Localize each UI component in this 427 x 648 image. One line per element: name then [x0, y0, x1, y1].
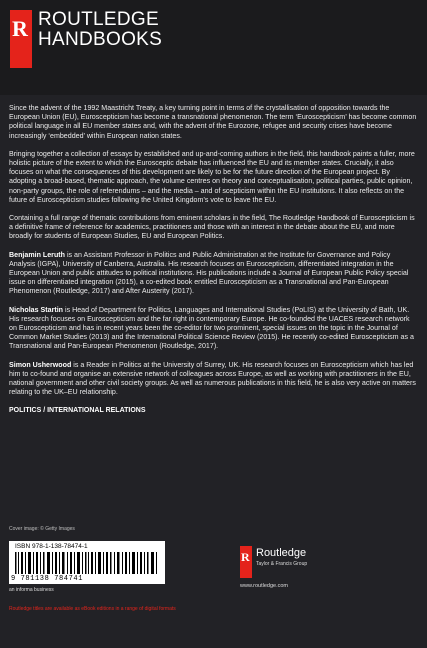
author-bio [9, 251, 418, 297]
blurb-paragraph: Containing a full range of thematic contributions from eminent scholars in the field, The Routledge Handbook of Euroscepticism is a definitive frame of reference for academics, practitioners and those with an interest in the debate about the EU, and more broadly for students of European Studies, EU and European Politics. [9, 214, 415, 241]
informa-business: an informa business [9, 587, 54, 593]
brand-line-1: ROUTLEDGE [38, 9, 159, 30]
publisher-logo-letter: R [241, 550, 250, 564]
barcode-icon [15, 552, 159, 574]
subject-category: POLITICS / INTERNATIONAL RELATIONS [9, 407, 146, 415]
author-bio-text: is a Reader in Politics at the University of Surrey, UK. His research focuses on Euroscepticism which has led him to co-found and organise an extensive network of colleagues across Europe, as well as working with practitioners in the EU, national government and other civil society groups. As well as numerous publications in this field, he is also very active on matters relating to the UK–EU relationship. [9, 360, 416, 397]
publisher-group: Taylor & Francis Group [256, 561, 308, 567]
author-name: Nicholas Startin [9, 305, 64, 314]
blurb-paragraph: Bringing together a collection of essays by established and up-and-coming authors in the field, this handbook paints a fuller, more holistic picture of the extent to which the Eurosceptic debate has influenced the EU and its member states. Crucially, it also focuses on what the consequences of this development are likely to be for the future direction of the European project. By adopting a broad-based, thematic approach, the volume centres on theory and conceptualisation, political parties, public opinion, non-party groups, the role of referendums – and the media – and of scepticism within the EU institutions. It also reflects on the future of Euroscepticism studies following the United Kingdom’s vote to leave the EU. [9, 149, 415, 204]
author-bio [9, 306, 418, 352]
brand-line-2: HANDBOOKS [38, 29, 163, 50]
routledge-logo-icon [10, 10, 32, 68]
logo-letter: R [12, 16, 28, 41]
publisher-url[interactable]: www.routledge.com [240, 583, 288, 589]
author-name: Benjamin Leruth [9, 250, 65, 259]
author-bio [9, 361, 418, 398]
back-cover-text [9, 104, 418, 416]
author-name: Simon Usherwood [9, 360, 72, 369]
series-brand [38, 10, 162, 50]
author-bio-text: is Head of Department for Politics, Languages and International Studies (PoLIS) at the University of Bath, UK. His research focuses on Euroscepticism and the far right in contemporary Europe. He co-founded the UACES research network on Euroscepticism and has in recent years been the co-editor for two prominent, special issues on the topic in the Journal of Common Market Studies (2013) and the International Political Science Review (2015). He recently co-edited Euroscepticism as a Transnational and Pan-European Phenomenon (Routledge, 2017). [9, 305, 414, 351]
publisher-name: Routledge [256, 547, 307, 559]
cover-credit: Cover image: © Getty Images [9, 526, 75, 532]
ebook-note: Routledge titles are available as eBook editions in a range of digital formats [9, 606, 176, 612]
header-band [0, 0, 427, 95]
publisher-logo-icon [240, 546, 252, 578]
blurb-paragraph: Since the advent of the 1992 Maastricht Treaty, a key turning point in terms of the crystallisation of opposition towards the European Union (EU), Euroscepticism has become a transnational phenomenon. The term ‘Euroscepticism’ has become common political language in all EU member states and, with the advent of the Eurozone, refugee and security crises have become increasingly ‘embedded’ within European nation states. [9, 104, 417, 140]
isbn-text: ISBN 978-1-138-78474-1 [15, 543, 88, 550]
barcode-box [9, 541, 165, 584]
barcode-digits: 9 781138 784741 [11, 575, 84, 583]
author-bio-text: is an Assistant Professor in Politics and Public Administration at the Institute for Governance and Policy Analysis (IGPA), University of Canberra, Australia. His research focuses on Euroscepticism, differentiated integration in the European Union and public attitudes to political institutions. His publications include a Journal of European Public Policy special issue on differentiated integration (2015), a co-edited book entitled Euroscepticism as a Transnational and Pan-European Phenomenon (Routledge, 2017) and After Austerity (2017). [9, 250, 409, 296]
